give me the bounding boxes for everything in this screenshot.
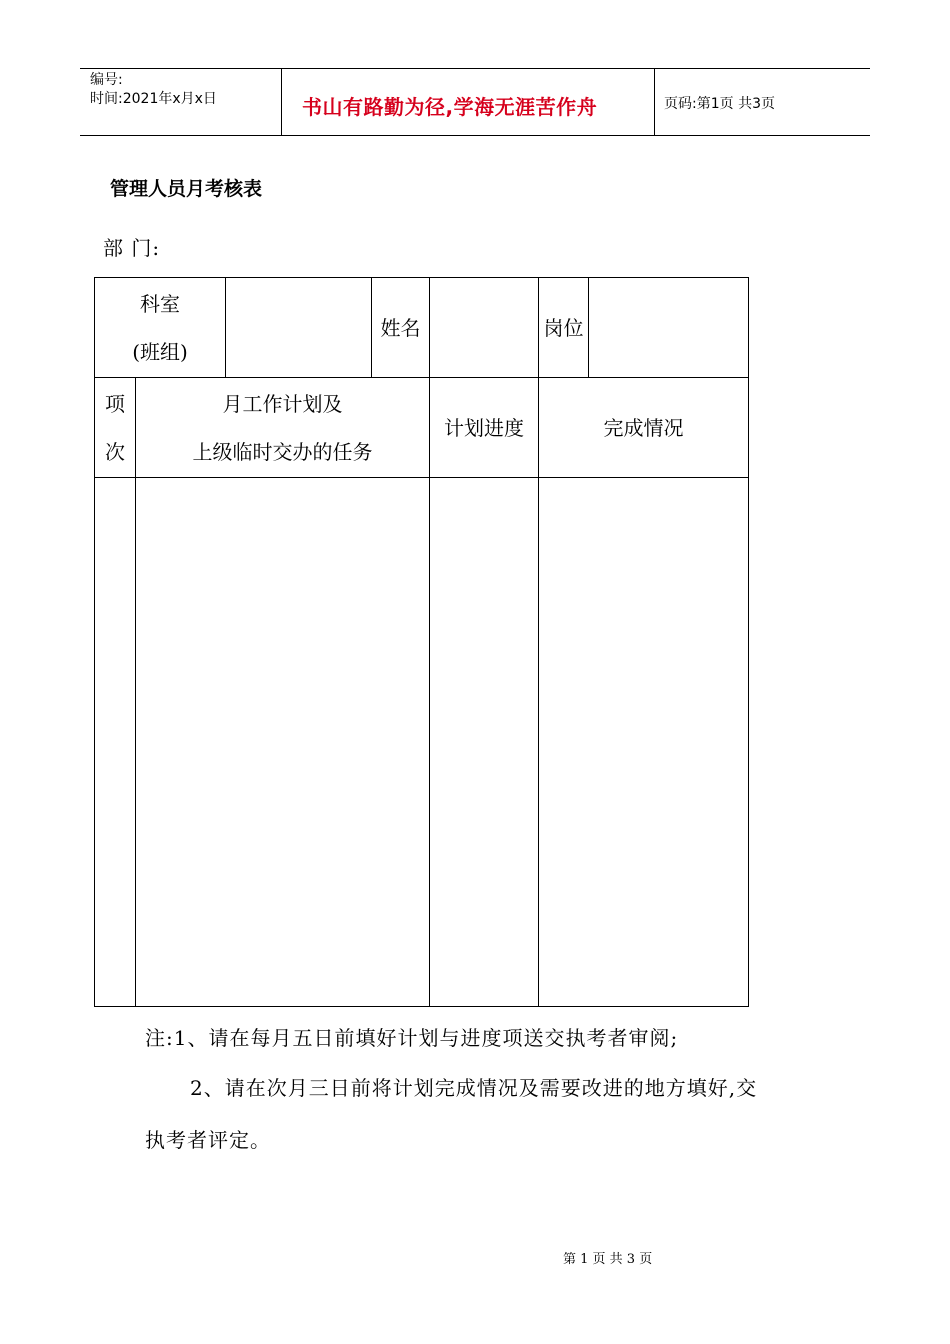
footer-page-label: 第 1 页 共 3 页	[563, 1252, 653, 1267]
item-no-entry-cell[interactable]	[95, 478, 136, 1007]
post-value-cell[interactable]	[589, 278, 749, 378]
time-label: 时间:2021年x月x日	[90, 91, 217, 107]
header-divider-right	[654, 68, 655, 136]
completion-header: 完成情况	[539, 378, 749, 478]
serial-label: 编号:	[90, 72, 123, 88]
department-label: 部 门:	[103, 236, 161, 260]
section-value-cell[interactable]	[226, 278, 372, 378]
header-bottom-rule	[80, 135, 870, 136]
progress-header: 计划进度	[430, 378, 539, 478]
plan-header-line2: 上级临时交办的任务	[192, 439, 373, 464]
section-label-line2: (班组)	[132, 339, 188, 364]
item-no-line2: 次	[105, 439, 125, 464]
name-value-cell[interactable]	[430, 278, 539, 378]
header-top-rule	[80, 68, 870, 69]
page-title: 管理人员月考核表	[110, 178, 263, 200]
item-no-line1: 项	[105, 391, 125, 416]
post-label-cell: 岗位	[539, 278, 589, 378]
assessment-form-table	[94, 277, 749, 1007]
header-page-label: 页码:第1页 共3页	[664, 96, 775, 112]
form-row-info	[95, 278, 749, 378]
section-label-line1: 科室	[140, 291, 180, 316]
header-motto: 书山有路勤为径,学海无涯苦作舟	[302, 95, 598, 119]
form-row-headers	[95, 378, 749, 478]
progress-entry-cell[interactable]	[430, 478, 539, 1007]
plan-header-line1: 月工作计划及	[222, 391, 343, 416]
item-no-header	[95, 378, 136, 478]
plan-entry-cell[interactable]	[136, 478, 430, 1007]
header-divider-left	[281, 68, 282, 136]
note-1: 注:1、请在每月五日前填好计划与进度项送交执考者审阅;	[145, 1026, 679, 1050]
plan-header	[136, 378, 430, 478]
completion-entry-cell[interactable]	[539, 478, 749, 1007]
note-2-line2: 执考者评定。	[145, 1128, 271, 1152]
form-row-entries	[95, 478, 749, 1007]
name-label-cell: 姓名	[372, 278, 430, 378]
section-label-cell	[95, 278, 226, 378]
note-2-line1: 2、请在次月三日前将计划完成情况及需要改进的地方填好,交	[190, 1076, 758, 1100]
